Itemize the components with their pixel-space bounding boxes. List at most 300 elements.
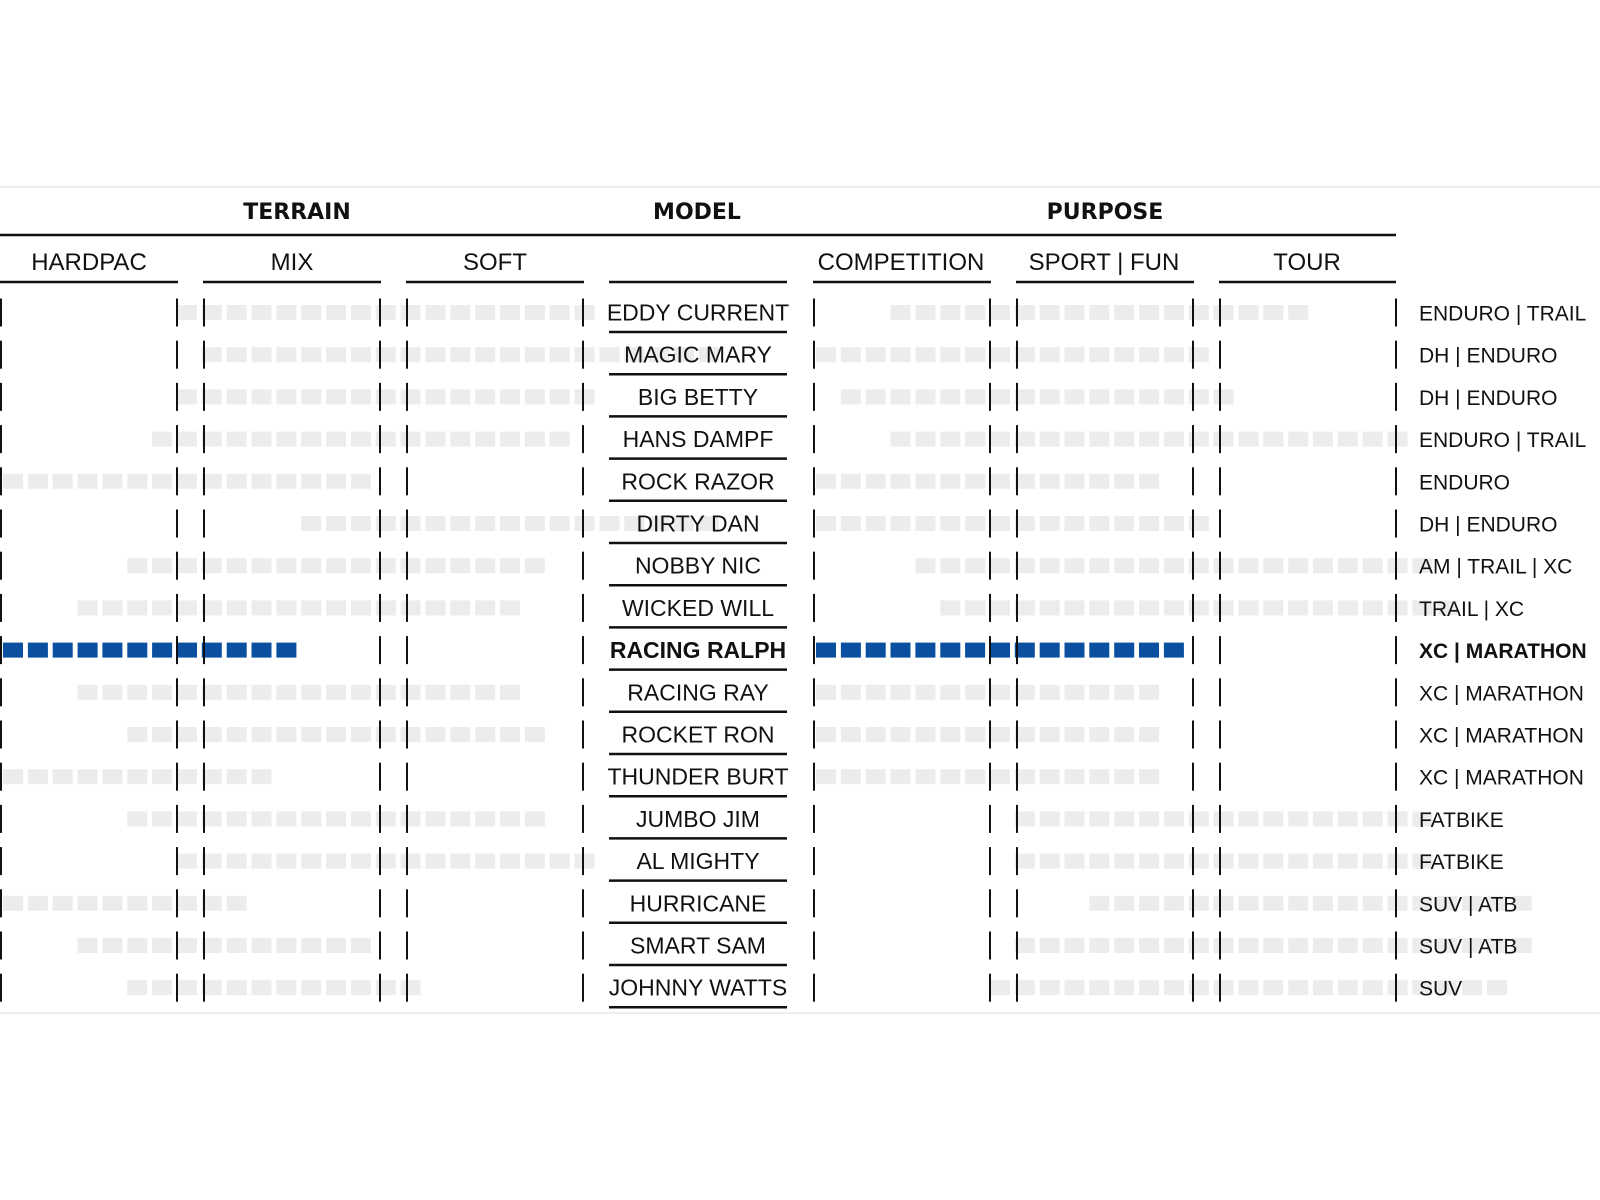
purpose-block bbox=[841, 516, 861, 531]
terrain-block bbox=[326, 558, 346, 573]
purpose-block bbox=[1164, 600, 1184, 615]
terrain-block bbox=[227, 305, 247, 320]
purpose-block bbox=[1164, 938, 1184, 953]
purpose-block bbox=[1338, 896, 1358, 911]
terrain-block bbox=[525, 389, 545, 404]
purpose-block bbox=[1114, 305, 1134, 320]
terrain-block bbox=[53, 896, 73, 911]
purpose-block bbox=[1313, 980, 1333, 995]
group-header-purpose: PURPOSE bbox=[1046, 200, 1164, 225]
purpose-block bbox=[940, 558, 960, 573]
terrain-block bbox=[326, 305, 346, 320]
purpose-block bbox=[866, 347, 886, 362]
terrain-block bbox=[575, 854, 595, 869]
terrain-block bbox=[127, 474, 147, 489]
model-name: EDDY CURRENT bbox=[606, 299, 790, 326]
purpose-block bbox=[1089, 643, 1109, 658]
purpose-block bbox=[965, 769, 985, 784]
purpose-block bbox=[915, 347, 935, 362]
purpose-block bbox=[1288, 600, 1308, 615]
purpose-block bbox=[1363, 938, 1383, 953]
purpose-block bbox=[1089, 896, 1109, 911]
purpose-block bbox=[1089, 516, 1109, 531]
terrain-block bbox=[102, 474, 122, 489]
tire-row bbox=[1, 299, 1586, 333]
terrain-block bbox=[351, 938, 371, 953]
purpose-block bbox=[841, 474, 861, 489]
purpose-block bbox=[1139, 558, 1159, 573]
terrain-block bbox=[152, 432, 172, 447]
terrain-block bbox=[177, 811, 197, 826]
terrain-block bbox=[252, 769, 272, 784]
terrain-block bbox=[301, 811, 321, 826]
purpose-block bbox=[1114, 389, 1134, 404]
purpose-block bbox=[915, 643, 935, 658]
purpose-block bbox=[1139, 305, 1159, 320]
purpose-block bbox=[990, 769, 1010, 784]
tire-row bbox=[1, 510, 1557, 544]
purpose-block bbox=[1388, 938, 1408, 953]
terrain-block bbox=[376, 727, 396, 742]
terrain-block bbox=[376, 854, 396, 869]
model-name: ROCK RAZOR bbox=[621, 468, 775, 495]
purpose-block bbox=[1313, 811, 1333, 826]
terrain-block bbox=[550, 516, 570, 531]
purpose-block bbox=[1338, 854, 1358, 869]
purpose-block bbox=[1089, 769, 1109, 784]
terrain-block bbox=[276, 600, 296, 615]
terrain-block bbox=[301, 558, 321, 573]
terrain-block bbox=[326, 854, 346, 869]
terrain-block bbox=[426, 389, 446, 404]
purpose-block bbox=[1089, 938, 1109, 953]
purpose-block bbox=[1487, 980, 1507, 995]
purpose-block bbox=[965, 305, 985, 320]
terrain-block bbox=[426, 432, 446, 447]
purpose-label: AM | TRAIL | XC bbox=[1419, 555, 1573, 579]
purpose-block bbox=[1089, 600, 1109, 615]
terrain-block bbox=[252, 474, 272, 489]
terrain-block bbox=[53, 474, 73, 489]
purpose-block bbox=[1114, 854, 1134, 869]
purpose-block bbox=[1214, 558, 1234, 573]
terrain-block bbox=[127, 727, 147, 742]
terrain-block bbox=[127, 811, 147, 826]
terrain-block bbox=[152, 769, 172, 784]
terrain-block bbox=[276, 558, 296, 573]
purpose-block bbox=[1114, 347, 1134, 362]
terrain-block bbox=[401, 432, 421, 447]
tire-rows bbox=[1, 299, 1587, 1008]
terrain-block bbox=[401, 811, 421, 826]
terrain-block bbox=[78, 643, 98, 658]
purpose-block bbox=[1089, 685, 1109, 700]
purpose-block bbox=[915, 389, 935, 404]
model-name: JOHNNY WATTS bbox=[608, 974, 788, 1001]
purpose-block bbox=[866, 685, 886, 700]
purpose-block bbox=[1164, 854, 1184, 869]
terrain-block bbox=[376, 516, 396, 531]
terrain-block bbox=[152, 474, 172, 489]
purpose-block bbox=[1189, 347, 1209, 362]
model-name: SMART SAM bbox=[630, 932, 766, 959]
group-header-model: MODEL bbox=[653, 200, 741, 225]
purpose-block bbox=[1164, 558, 1184, 573]
purpose-block bbox=[1065, 516, 1085, 531]
terrain-block bbox=[78, 896, 98, 911]
terrain-block bbox=[450, 347, 470, 362]
purpose-block bbox=[1139, 727, 1159, 742]
terrain-block bbox=[376, 980, 396, 995]
purpose-block bbox=[915, 305, 935, 320]
purpose-block bbox=[1089, 558, 1109, 573]
purpose-block bbox=[1288, 896, 1308, 911]
terrain-block bbox=[475, 558, 495, 573]
terrain-block bbox=[252, 727, 272, 742]
purpose-block bbox=[1338, 811, 1358, 826]
terrain-block bbox=[426, 854, 446, 869]
purpose-block bbox=[965, 389, 985, 404]
purpose-block bbox=[1239, 896, 1259, 911]
terrain-block bbox=[475, 305, 495, 320]
purpose-block bbox=[1139, 516, 1159, 531]
purpose-label: DH | ENDURO bbox=[1419, 386, 1558, 410]
tire-row bbox=[1, 678, 1584, 712]
purpose-block bbox=[965, 558, 985, 573]
purpose-block bbox=[1214, 938, 1234, 953]
header-labels bbox=[31, 200, 1341, 276]
purpose-block bbox=[1363, 432, 1383, 447]
terrain-block bbox=[376, 389, 396, 404]
purpose-block bbox=[1313, 938, 1333, 953]
purpose-block bbox=[1263, 600, 1283, 615]
terrain-block bbox=[550, 432, 570, 447]
terrain-block bbox=[525, 854, 545, 869]
terrain-block bbox=[301, 347, 321, 362]
purpose-block bbox=[1040, 516, 1060, 531]
model-name: DIRTY DAN bbox=[636, 510, 760, 537]
terrain-block bbox=[475, 727, 495, 742]
purpose-block bbox=[940, 600, 960, 615]
terrain-block bbox=[102, 769, 122, 784]
purpose-block bbox=[1065, 305, 1085, 320]
terrain-block bbox=[301, 600, 321, 615]
terrain-block bbox=[177, 980, 197, 995]
purpose-block bbox=[1065, 432, 1085, 447]
purpose-block bbox=[1040, 347, 1060, 362]
terrain-block bbox=[475, 347, 495, 362]
purpose-block bbox=[1139, 432, 1159, 447]
terrain-block bbox=[227, 685, 247, 700]
purpose-block bbox=[1288, 432, 1308, 447]
purpose-block bbox=[1040, 558, 1060, 573]
purpose-block bbox=[1388, 558, 1408, 573]
purpose-block bbox=[1164, 811, 1184, 826]
purpose-block bbox=[1239, 854, 1259, 869]
purpose-block bbox=[1040, 432, 1060, 447]
terrain-block bbox=[152, 558, 172, 573]
purpose-block bbox=[1040, 389, 1060, 404]
terrain-block bbox=[152, 896, 172, 911]
terrain-block bbox=[351, 516, 371, 531]
terrain-block bbox=[450, 685, 470, 700]
purpose-block bbox=[1164, 305, 1184, 320]
purpose-block bbox=[866, 516, 886, 531]
terrain-block bbox=[326, 347, 346, 362]
terrain-block bbox=[102, 896, 122, 911]
purpose-label: FATBIKE bbox=[1419, 851, 1504, 875]
purpose-block bbox=[1089, 389, 1109, 404]
terrain-block bbox=[53, 643, 73, 658]
purpose-block bbox=[990, 347, 1010, 362]
terrain-block bbox=[426, 558, 446, 573]
purpose-block bbox=[891, 389, 911, 404]
purpose-block bbox=[990, 474, 1010, 489]
purpose-block bbox=[1089, 811, 1109, 826]
purpose-block bbox=[1040, 938, 1060, 953]
terrain-block bbox=[525, 727, 545, 742]
purpose-block bbox=[816, 727, 836, 742]
purpose-block bbox=[1462, 980, 1482, 995]
terrain-block bbox=[177, 305, 197, 320]
purpose-block bbox=[940, 769, 960, 784]
terrain-block bbox=[326, 685, 346, 700]
purpose-block bbox=[1065, 980, 1085, 995]
terrain-block bbox=[500, 600, 520, 615]
purpose-label: TRAIL | XC bbox=[1419, 597, 1525, 621]
terrain-block bbox=[301, 305, 321, 320]
purpose-block bbox=[1164, 432, 1184, 447]
purpose-block bbox=[1139, 474, 1159, 489]
terrain-block bbox=[475, 854, 495, 869]
terrain-block bbox=[401, 980, 421, 995]
terrain-block bbox=[599, 516, 619, 531]
terrain-block bbox=[227, 643, 247, 658]
terrain-block bbox=[301, 980, 321, 995]
model-name: BIG BETTY bbox=[637, 383, 759, 410]
terrain-block bbox=[525, 347, 545, 362]
terrain-block bbox=[227, 811, 247, 826]
terrain-block bbox=[401, 727, 421, 742]
column-header-mix: MIX bbox=[270, 249, 314, 276]
terrain-block bbox=[78, 600, 98, 615]
purpose-block bbox=[940, 516, 960, 531]
purpose-block bbox=[1065, 854, 1085, 869]
purpose-block bbox=[1214, 600, 1234, 615]
terrain-block bbox=[351, 727, 371, 742]
terrain-block bbox=[227, 347, 247, 362]
purpose-block bbox=[866, 474, 886, 489]
purpose-block bbox=[940, 643, 960, 658]
purpose-block bbox=[866, 389, 886, 404]
model-name: RACING RALPH bbox=[609, 637, 787, 664]
purpose-block bbox=[1189, 980, 1209, 995]
terrain-block bbox=[450, 432, 470, 447]
purpose-block bbox=[1139, 980, 1159, 995]
purpose-block bbox=[841, 347, 861, 362]
terrain-block bbox=[301, 727, 321, 742]
purpose-block bbox=[1313, 558, 1333, 573]
terrain-block bbox=[351, 305, 371, 320]
terrain-block bbox=[426, 305, 446, 320]
tire-row bbox=[1, 889, 1532, 923]
terrain-block bbox=[3, 474, 23, 489]
terrain-block bbox=[252, 389, 272, 404]
model-name: RACING RAY bbox=[627, 679, 769, 706]
purpose-block bbox=[1189, 600, 1209, 615]
terrain-block bbox=[351, 389, 371, 404]
tire-row bbox=[1, 341, 1557, 375]
terrain-block bbox=[450, 727, 470, 742]
terrain-block bbox=[326, 432, 346, 447]
terrain-block bbox=[3, 643, 23, 658]
terrain-block bbox=[276, 305, 296, 320]
purpose-label: ENDURO | TRAIL bbox=[1419, 302, 1587, 326]
terrain-block bbox=[575, 305, 595, 320]
terrain-block bbox=[575, 389, 595, 404]
tire-row bbox=[1, 932, 1532, 966]
purpose-block bbox=[990, 305, 1010, 320]
purpose-block bbox=[915, 558, 935, 573]
purpose-block bbox=[1040, 600, 1060, 615]
terrain-block bbox=[102, 643, 122, 658]
terrain-block bbox=[525, 432, 545, 447]
purpose-block bbox=[1338, 980, 1358, 995]
terrain-block bbox=[401, 600, 421, 615]
purpose-block bbox=[1139, 769, 1159, 784]
terrain-block bbox=[525, 516, 545, 531]
column-header-competition: COMPETITION bbox=[817, 249, 985, 276]
terrain-block bbox=[550, 389, 570, 404]
terrain-block bbox=[376, 305, 396, 320]
tire-row bbox=[1, 425, 1586, 459]
purpose-block bbox=[990, 558, 1010, 573]
terrain-block bbox=[78, 769, 98, 784]
purpose-block bbox=[1089, 980, 1109, 995]
model-name: JUMBO JIM bbox=[636, 805, 760, 832]
purpose-block bbox=[1089, 432, 1109, 447]
terrain-block bbox=[401, 685, 421, 700]
terrain-block bbox=[53, 769, 73, 784]
terrain-block bbox=[252, 685, 272, 700]
purpose-block bbox=[1114, 432, 1134, 447]
purpose-block bbox=[1338, 600, 1358, 615]
purpose-block bbox=[1089, 727, 1109, 742]
purpose-block bbox=[866, 727, 886, 742]
tire-row bbox=[1, 763, 1584, 797]
purpose-label: XC | MARATHON bbox=[1419, 640, 1587, 664]
purpose-block bbox=[816, 474, 836, 489]
terrain-block bbox=[78, 474, 98, 489]
purpose-block bbox=[915, 432, 935, 447]
terrain-block bbox=[252, 305, 272, 320]
terrain-block bbox=[152, 980, 172, 995]
purpose-block bbox=[1388, 980, 1408, 995]
group-header-terrain: TERRAIN bbox=[243, 200, 351, 225]
purpose-block bbox=[1214, 432, 1234, 447]
terrain-block bbox=[575, 516, 595, 531]
purpose-block bbox=[1214, 389, 1234, 404]
purpose-block bbox=[1040, 980, 1060, 995]
purpose-block bbox=[1164, 896, 1184, 911]
purpose-block bbox=[891, 516, 911, 531]
terrain-block bbox=[525, 811, 545, 826]
purpose-block bbox=[1164, 347, 1184, 362]
purpose-block bbox=[1040, 643, 1060, 658]
terrain-block bbox=[376, 432, 396, 447]
terrain-block bbox=[475, 516, 495, 531]
terrain-block bbox=[500, 432, 520, 447]
purpose-block bbox=[965, 727, 985, 742]
terrain-block bbox=[252, 854, 272, 869]
purpose-block bbox=[1214, 980, 1234, 995]
purpose-block bbox=[1388, 432, 1408, 447]
terrain-block bbox=[550, 305, 570, 320]
purpose-block bbox=[891, 305, 911, 320]
purpose-block bbox=[1263, 432, 1283, 447]
terrain-block bbox=[28, 474, 48, 489]
terrain-block bbox=[276, 727, 296, 742]
purpose-block bbox=[1065, 347, 1085, 362]
terrain-block bbox=[276, 980, 296, 995]
purpose-block bbox=[1239, 305, 1259, 320]
purpose-block bbox=[1388, 896, 1408, 911]
purpose-label: ENDURO bbox=[1419, 471, 1511, 495]
terrain-block bbox=[500, 727, 520, 742]
terrain-block bbox=[152, 811, 172, 826]
purpose-block bbox=[1164, 389, 1184, 404]
purpose-block bbox=[940, 432, 960, 447]
purpose-block bbox=[1114, 769, 1134, 784]
purpose-block bbox=[1363, 896, 1383, 911]
terrain-block bbox=[78, 685, 98, 700]
purpose-block bbox=[1065, 389, 1085, 404]
purpose-block bbox=[940, 305, 960, 320]
purpose-block bbox=[1313, 600, 1333, 615]
terrain-block bbox=[301, 685, 321, 700]
purpose-label: FATBIKE bbox=[1419, 808, 1504, 832]
terrain-block bbox=[177, 727, 197, 742]
terrain-block bbox=[450, 558, 470, 573]
terrain-block bbox=[276, 432, 296, 447]
purpose-block bbox=[1189, 558, 1209, 573]
purpose-block bbox=[891, 727, 911, 742]
terrain-block bbox=[3, 769, 23, 784]
purpose-block bbox=[1065, 811, 1085, 826]
purpose-block bbox=[1239, 811, 1259, 826]
purpose-block bbox=[1040, 769, 1060, 784]
terrain-block bbox=[326, 474, 346, 489]
terrain-block bbox=[401, 516, 421, 531]
terrain-block bbox=[177, 558, 197, 573]
purpose-block bbox=[1313, 896, 1333, 911]
purpose-block bbox=[1288, 938, 1308, 953]
terrain-block bbox=[177, 769, 197, 784]
purpose-block bbox=[990, 600, 1010, 615]
terrain-block bbox=[326, 980, 346, 995]
purpose-block bbox=[1263, 938, 1283, 953]
purpose-block bbox=[1139, 643, 1159, 658]
purpose-block bbox=[990, 389, 1010, 404]
terrain-block bbox=[252, 432, 272, 447]
purpose-block bbox=[816, 643, 836, 658]
terrain-block bbox=[252, 643, 272, 658]
purpose-label: XC | MARATHON bbox=[1419, 682, 1584, 706]
terrain-block bbox=[127, 938, 147, 953]
purpose-block bbox=[1040, 685, 1060, 700]
purpose-block bbox=[1139, 938, 1159, 953]
terrain-block bbox=[252, 980, 272, 995]
